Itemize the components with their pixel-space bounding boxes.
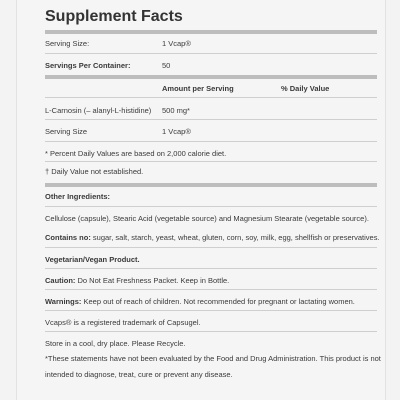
fda-disclaimer-line-1: *These statements have not been evaluated by the Food and Drug Administration. This product is not bbox=[45, 354, 381, 363]
divider bbox=[45, 268, 377, 269]
divider bbox=[45, 310, 377, 311]
divider bbox=[45, 53, 377, 54]
caution bbox=[45, 276, 229, 285]
servings-per-container-value: 50 bbox=[162, 61, 171, 70]
daily-value-column-header: % Daily Value bbox=[281, 84, 330, 93]
divider bbox=[45, 141, 377, 142]
warnings bbox=[45, 297, 355, 306]
divider bbox=[45, 183, 377, 187]
nutrient-name: Serving Size bbox=[45, 127, 88, 136]
storage-note: Store in a cool, dry place. Please Recycle. bbox=[45, 339, 186, 348]
panel-title: Supplement Facts bbox=[45, 8, 183, 25]
trademark-note: Vcaps® is a registered trademark of Capsugel. bbox=[45, 318, 201, 327]
nutrient-amount: 500 mg* bbox=[162, 106, 190, 115]
caution-text: Do Not Eat Freshness Packet. Keep in Bottle. bbox=[75, 276, 230, 285]
footnote: † Daily Value not established. bbox=[45, 167, 144, 176]
divider bbox=[45, 75, 377, 79]
serving-size-value: 1 Vcap® bbox=[162, 39, 191, 48]
warnings-text: Keep out of reach of children. Not recommended for pregnant or lactating women. bbox=[81, 297, 355, 306]
contains-no-label: Contains no: bbox=[45, 233, 91, 242]
divider bbox=[45, 289, 377, 290]
supplement-facts-panel bbox=[16, 0, 386, 400]
other-ingredients-heading: Other Ingredients: bbox=[45, 192, 111, 201]
vegetarian-note: Vegetarian/Vegan Product. bbox=[45, 255, 140, 264]
other-ingredients-text: Cellulose (capsule), Stearic Acid (vegetable source) and Magnesium Stearate (vegetable source). bbox=[45, 214, 369, 223]
caution-label: Caution: bbox=[45, 276, 76, 285]
footnote: * Percent Daily Values are based on 2,000 calorie diet. bbox=[45, 149, 227, 158]
divider bbox=[45, 331, 377, 332]
title-divider bbox=[45, 30, 377, 34]
divider bbox=[45, 97, 377, 98]
divider bbox=[45, 247, 377, 248]
servings-per-container-label: Servings Per Container: bbox=[45, 61, 131, 70]
serving-size-label: Serving Size: bbox=[45, 39, 90, 48]
nutrient-name: L-Carnosin (– alanyl-L-histidine) bbox=[45, 106, 152, 115]
divider bbox=[45, 161, 377, 162]
fda-disclaimer-line-2: intended to diagnose, treat, cure or prevent any disease. bbox=[45, 370, 233, 379]
contains-no-text: sugar, salt, starch, yeast, wheat, gluten, corn, soy, milk, egg, shellfish or preservatives. bbox=[90, 233, 380, 242]
amount-column-header: Amount per Serving bbox=[162, 84, 234, 93]
divider bbox=[45, 119, 377, 120]
divider bbox=[45, 206, 377, 207]
warnings-label: Warnings: bbox=[45, 297, 82, 306]
nutrient-amount: 1 Vcap® bbox=[162, 127, 191, 136]
contains-no bbox=[45, 233, 380, 242]
